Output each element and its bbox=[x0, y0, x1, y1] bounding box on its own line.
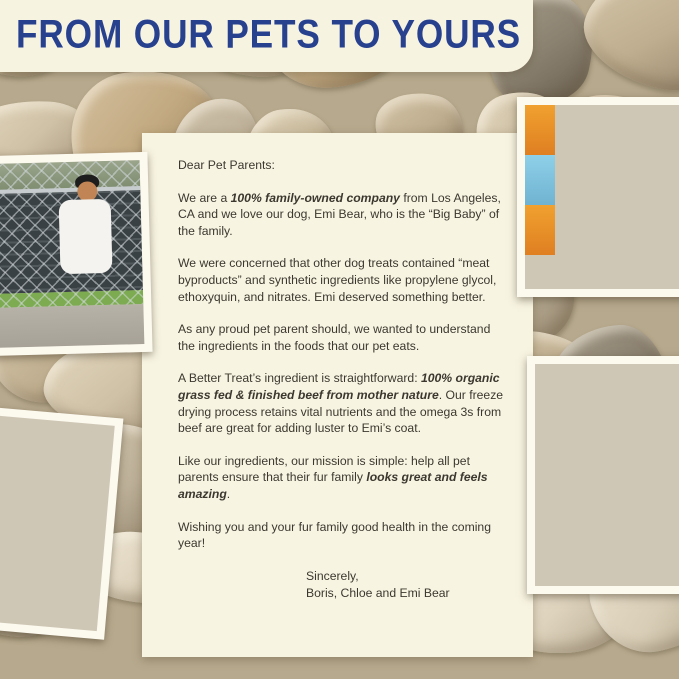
photo-man-holding-dog-image bbox=[0, 160, 144, 348]
man-jeans bbox=[68, 269, 108, 346]
letter-paragraphs bbox=[178, 190, 504, 552]
man-white-shirt bbox=[59, 199, 113, 274]
page-title: FROM OUR PETS TO YOURS bbox=[16, 12, 522, 57]
letter-signature bbox=[306, 568, 504, 602]
letter-text: As any proud pet parent should, we wanted to understand the ingredients in the foods that our pet eats. bbox=[178, 322, 491, 353]
treat-pouch-orange bbox=[525, 205, 555, 255]
letter-paragraph bbox=[178, 519, 504, 552]
letter-paragraph bbox=[178, 370, 504, 436]
letter-text: . bbox=[226, 486, 231, 501]
letter-paragraph bbox=[178, 453, 504, 503]
header-banner bbox=[0, 0, 533, 72]
photo-family-with-dog-image bbox=[535, 364, 679, 586]
letter-text: We were concerned that other dog treats contained “meat byproducts” and synthetic ingredients like propylene glycol, ethoxyquin, and nitrates. Emi deserved something better. bbox=[178, 256, 497, 304]
letter-paragraph bbox=[178, 190, 504, 240]
photo-white-dog-treat bbox=[0, 406, 123, 640]
treat-pouch-blue bbox=[525, 155, 555, 205]
photo-family-with-dog bbox=[527, 356, 679, 594]
letter-text-emphasis: 100% organic grass fed & finished beef from mother nature bbox=[178, 371, 500, 402]
photo-man-holding-dog bbox=[0, 152, 153, 356]
signature-names: Boris, Chloe and Emi Bear bbox=[306, 585, 450, 600]
signature-closing: Sincerely, bbox=[306, 568, 359, 583]
treat-pouch-orange bbox=[525, 105, 555, 155]
letter-text: from Los Angeles, CA and we love our dog, Emi Bear, who is the “Big Baby” of the family. bbox=[178, 190, 501, 238]
letter-text: Like our ingredients, our mission is simple: help all pet parents ensure that their fur family bbox=[178, 453, 470, 485]
photo-dog-with-products-image bbox=[525, 105, 679, 289]
photo-white-dog-treat-image bbox=[0, 415, 115, 631]
letter-card bbox=[142, 133, 533, 657]
letter-text-emphasis: looks great and feels amazing bbox=[178, 470, 488, 501]
letter-salutation: Dear Pet Parents: bbox=[178, 158, 275, 172]
letter-body bbox=[178, 157, 504, 602]
letter-text: . Our freeze drying process retains vital nutrients and the omega 3s from beef are great for adding luster to Emi’s coat. bbox=[178, 387, 504, 436]
letter-text: A Better Treat’s ingredient is straightforward: bbox=[178, 371, 421, 386]
letter-text: We are a bbox=[178, 190, 231, 205]
letter-text-emphasis: 100% family-owned company bbox=[230, 190, 400, 205]
photo-dog-with-products bbox=[517, 97, 679, 297]
letter-text: Wishing you and your fur family good health in the coming year! bbox=[178, 519, 491, 551]
letter-paragraph bbox=[178, 321, 504, 354]
letter-paragraph bbox=[178, 255, 504, 305]
